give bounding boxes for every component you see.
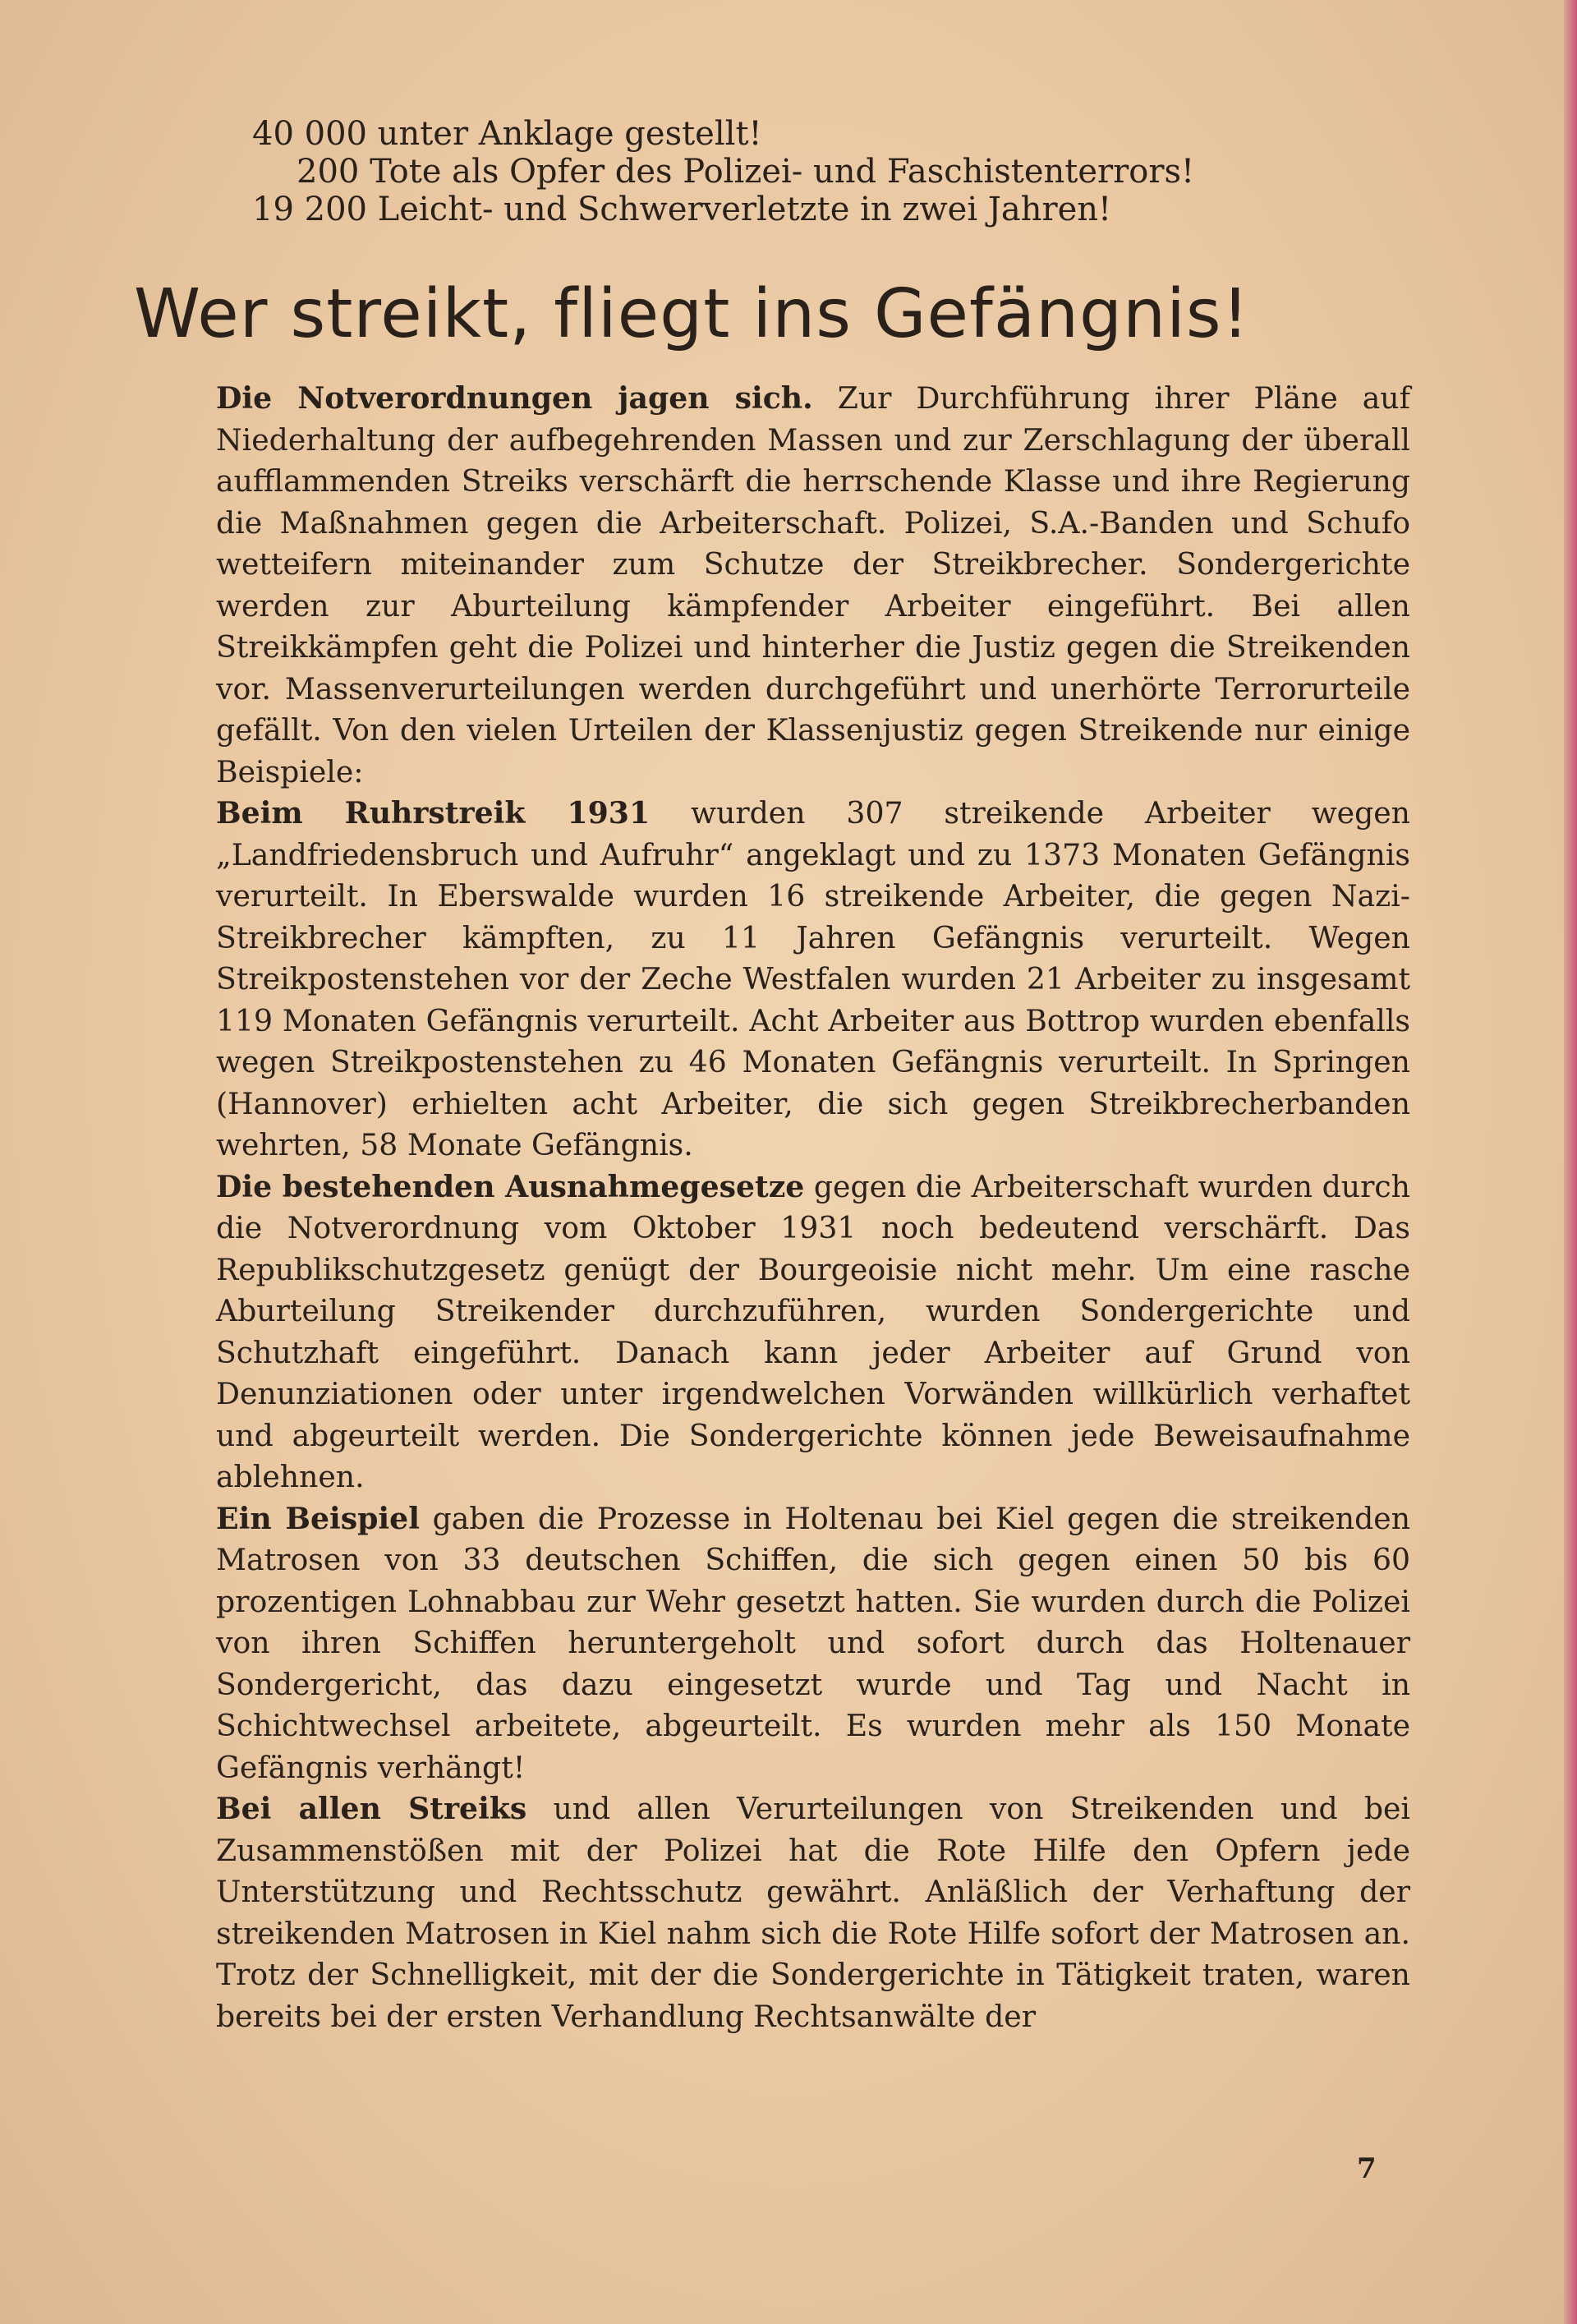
stat-line: 40 000 unter Anklage gestellt!: [252, 115, 762, 153]
statistics-block: [119, 115, 1194, 228]
stat-line: 19 200 Leicht- und Schwerverletzte in zwei Jahren!: [252, 191, 1112, 228]
paragraph-text: und allen Verurteilungen von Streikenden und bei Zusammenstößen mit der Polizei hat die Rote Hilfe den Opfern jede Unterstützung und Rechtsschutz gewährt. Anläßlich der Verhaftung der streikenden Matrosen in Kiel nahm sich die Rote Hilfe sofort der Matrosen an. Trotz der Schnelligkeit, mit der die Sondergerichte in Tätigkeit traten, waren bereits bei der ersten Verhandlung Rechtsanwälte der: [216, 1791, 1410, 2034]
paragraph: [136, 1498, 1410, 1789]
article-body: [136, 378, 1410, 2037]
paragraph-text: gegen die Arbeiterschaft wurden durch die Notverordnung vom Oktober 1931 noch bedeutend verschärft. Das Republikschutzgesetz genügt der Bourgeoisie nicht mehr. Um eine rasche Aburteilung Streikender durchzuführen, wurden Sondergerichte und Schutzhaft eingeführt. Danach kann jeder Arbeiter auf Grund von Denunziationen oder unter irgendwelchen Vorwänden willkürlich verhaftet und abgeurteilt werden. Die Sondergerichte können jede Beweisaufnahme ablehnen.: [216, 1168, 1410, 1494]
paragraph-text: Zur Durchführung ihrer Pläne auf Niederhaltung der aufbegehrenden Massen und zur Zerschlagung der überall aufflammenden Streiks verschärft die herrschende Klasse und ihre Regierung die Maßnahmen gegen die Arbeiterschaft. Polizei, S.A.-Banden und Schufo wetteifern miteinander zum Schutze der Streikbrecher. Sondergerichte werden zur Aburteilung kämpfender Arbeiter eingeführt. Bei allen Streikkämpfen geht die Polizei und hinterher die Justiz gegen die Streikenden vor. Massenverurteilungen werden durchgeführt und unerhörte Terrorurteile gefällt. Von den vielen Urteilen der Klassenjustiz gegen Streikende nur einige Beispiele:: [216, 380, 1410, 789]
paragraph-lead: Die bestehenden Ausnahmegesetze: [216, 1168, 805, 1204]
paragraph-lead: Ein Beispiel: [216, 1500, 420, 1536]
paragraph-text: gaben die Prozesse in Holtenau bei Kiel gegen die streikenden Matrosen von 33 deutschen Schiffen, die sich gegen einen 50 bis 60 prozentigen Lohnabbau zur Wehr gesetzt hatten. Sie wurden durch die Polizei von ihren Schiffen heruntergeholt und sofort durch das Holtenauer Sondergericht, das dazu eingesetzt wurde und Tag und Nacht in Schichtwechsel arbeitete, abgeurteilt. Es wurden mehr als 150 Monate Gefängnis verhängt!: [216, 1500, 1410, 1785]
paragraph: [136, 1167, 1410, 1498]
paragraph-lead: Bei allen Streiks: [216, 1791, 527, 1826]
paragraph: [136, 378, 1410, 793]
page-number: 7: [1357, 2152, 1377, 2185]
page-headline: Wer streikt, fliegt ins Gefängnis!: [134, 275, 1250, 353]
paragraph: [136, 793, 1410, 1167]
paragraph-text: wurden 307 streikende Arbeiter wegen „Landfriedensbruch und Aufruhr“ angeklagt und zu 1373 Monaten Gefängnis verurteilt. In Eberswalde wurden 16 streikende Arbeiter, die gegen Nazi-Streikbrecher kämpften, zu 11 Jahren Gefängnis verurteilt. Wegen Streikpostenstehen vor der Zeche Westfalen wurden 21 Arbeiter zu insgesamt 119 Monaten Gefängnis verurteilt. Acht Arbeiter aus Bottrop wurden ebenfalls wegen Streikpostenstehen zu 46 Monaten Gefängnis verurteilt. In Springen (Hannover) erhielten acht Arbeiter, die sich gegen Streikbrecherbanden wehrten, 58 Monate Gefängnis.: [216, 795, 1410, 1162]
stat-line: 200 Tote als Opfer des Polizei- und Faschistenterrors!: [297, 153, 1195, 191]
paragraph-lead: Beim Ruhrstreik 1931: [216, 795, 651, 831]
page-edge: [1564, 0, 1577, 2324]
paragraph: [136, 1788, 1410, 2037]
paragraph-lead: Die Notverordnungen jagen sich.: [216, 380, 813, 416]
